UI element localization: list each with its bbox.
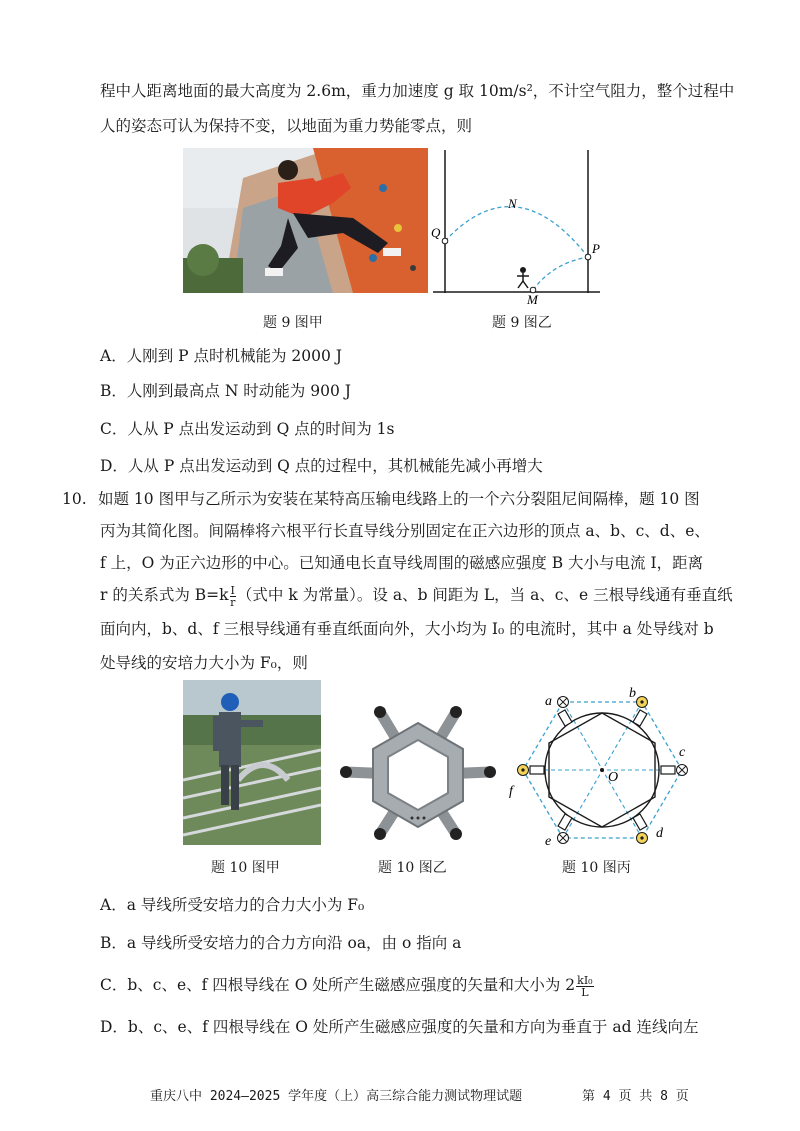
label-O: O <box>608 770 619 785</box>
label-P: P <box>592 241 600 256</box>
q10-fig-c-caption: 题 10 图丙 <box>562 860 631 876</box>
q9-fig-b-caption: 题 9 图乙 <box>492 315 552 331</box>
q10-stem-line-3: f 上，O 为正六边形的中心。已知通电长直导线周围的磁感应强度 B 大小与电流 I，距离 <box>100 554 704 572</box>
stick-figure-icon <box>517 267 529 288</box>
q10-formula-fraction <box>230 585 236 608</box>
label-M: M <box>527 292 538 305</box>
label-a: a <box>545 694 552 709</box>
label-d: d <box>656 826 663 841</box>
q10-stem-line-4 <box>100 584 733 608</box>
q10-stem-line-5: 面向内，b、d、f 三根导线通有垂直纸面向外，大小均为 I₀ 的电流时，其中 a 处导线对 b <box>100 620 714 638</box>
q10-stem-line-2: 丙为其简化图。间隔棒将六根平行长直导线分别固定在正六边形的顶点 a、b、c、d、e、 <box>100 522 710 540</box>
footer-exam-title: 重庆八中 2024—2025 学年度（上）高三综合能力测试物理试题 <box>150 1089 523 1104</box>
label-N: N <box>508 196 517 211</box>
q9-stem-line-2: 人的姿态可认为保持不变，以地面为重力势能零点，则 <box>100 117 473 135</box>
q10-option-c-fraction <box>576 975 593 998</box>
fraction-numerator: I <box>230 583 235 597</box>
q10-stem-line-1: 如题 10 图甲与乙所示为安装在某特高压输电线路上的一个六分裂阻尼间隔棒，题 10 图 <box>98 490 700 508</box>
label-e: e <box>545 834 552 849</box>
q10-hexagon-diagram <box>505 685 700 855</box>
q9-option-b: B．人刚到最高点 N 时动能为 900 J <box>100 382 351 400</box>
q10-photo-worker <box>183 680 321 845</box>
q10-fig-b-caption: 题 10 图乙 <box>378 860 447 876</box>
fraction-denominator: r <box>230 595 236 609</box>
footer-page-number: 第 4 页 共 8 页 <box>582 1089 689 1104</box>
q9-option-d: D．人从 P 点出发运动到 Q 点的过程中，其机械能先减小再增大 <box>100 457 543 475</box>
q9-option-a: A．人刚到 P 点时机械能为 2000 J <box>100 347 342 365</box>
label-b: b <box>629 686 636 701</box>
q10-option-b: B．a 导线所受安培力的合力方向沿 oa，由 o 指向 a <box>100 934 462 952</box>
q10-option-a: A．a 导线所受安培力的合力大小为 F₀ <box>100 896 365 914</box>
q9-photo-climbing-wall <box>183 148 428 293</box>
q10-formula-lead: r 的关系式为 B=k <box>100 586 229 604</box>
q10-option-d: D．b、c、e、f 四根导线在 O 处所产生磁感应强度的矢量和方向为垂直于 ad 连线向左 <box>100 1018 699 1036</box>
q10-spacer-device-image <box>338 700 498 850</box>
fraction-denominator: L <box>581 985 589 999</box>
label-c: c <box>679 745 686 760</box>
fraction-numerator: kI₀ <box>577 973 593 987</box>
q10-number: 10. <box>62 490 87 508</box>
label-f: f <box>509 784 513 799</box>
q10-stem-line-6: 处导线的安培力大小为 F₀，则 <box>100 654 308 672</box>
q9-fig-a-caption: 题 9 图甲 <box>263 315 323 331</box>
q10-option-c <box>100 974 595 998</box>
q10-fig-a-caption: 题 10 图甲 <box>211 860 280 876</box>
q9-option-c: C．人从 P 点出发运动到 Q 点的时间为 1s <box>100 420 395 438</box>
q9-stem-line-1: 程中人距离地面的最大高度为 2.6m，重力加速度 g 取 10m/s²，不计空气阻力，整个过程中 <box>100 82 735 100</box>
q10-option-c-text: C．b、c、e、f 四根导线在 O 处所产生磁感应强度的矢量和大小为 2 <box>100 976 576 994</box>
label-Q: Q <box>431 225 441 240</box>
q10-formula-tail: （式中 k 为常量）。设 a、b 间距为 L，当 a、c、e 三根导线通有垂直纸 <box>236 586 733 604</box>
q9-trajectory-diagram <box>428 145 613 305</box>
